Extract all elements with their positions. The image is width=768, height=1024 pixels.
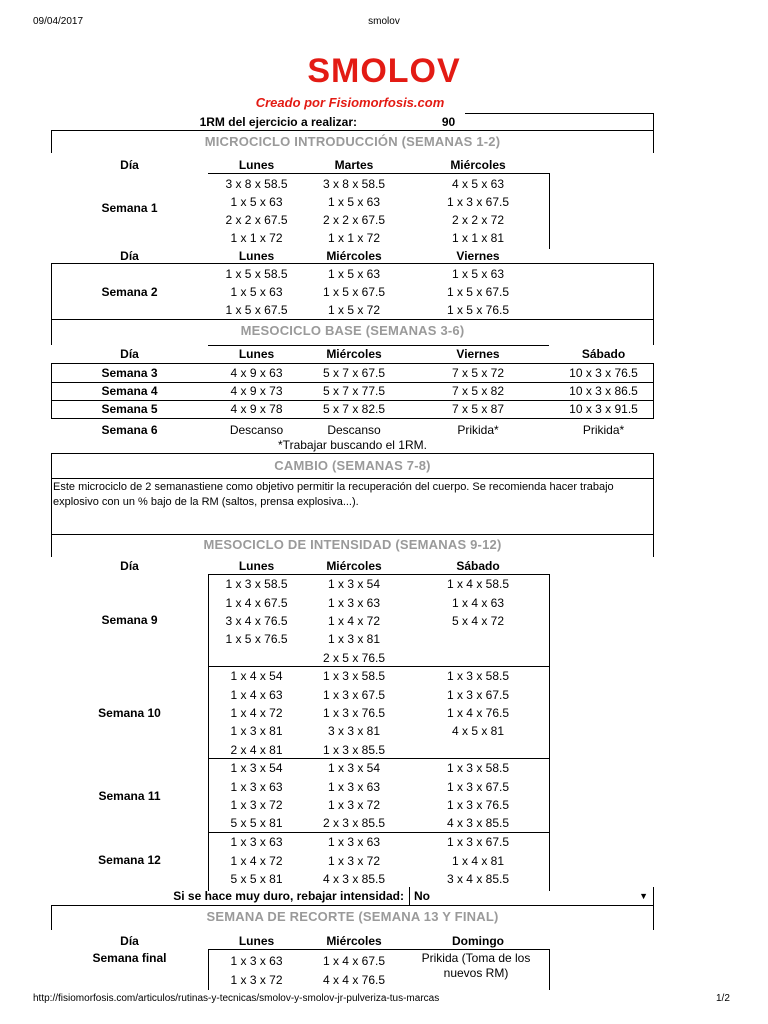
week-label: Semana 6 xyxy=(101,422,158,437)
hard-select[interactable]: No ▼ xyxy=(414,889,648,903)
table-cell: 1 x 3 x 58.5 xyxy=(446,669,510,684)
sunday-cell: Prikida (Toma de los nuevos RM) xyxy=(421,951,531,980)
table-row xyxy=(51,364,654,382)
table-cell: 1 x 4 x 67.5 xyxy=(225,595,288,610)
table-cell: 1 x 3 x 58.5 xyxy=(225,577,288,592)
table-row xyxy=(51,722,654,740)
table-cell: 1 x 3 x 81 xyxy=(230,724,283,739)
table-cell: 2 x 5 x 76.5 xyxy=(322,650,386,665)
week-label: Semana 11 xyxy=(98,789,161,803)
table-row xyxy=(51,283,654,301)
table-cell: 10 x 3 x 86.5 xyxy=(569,384,638,398)
table-cell: 1 x 1 x 72 xyxy=(230,231,283,245)
table-cell: 1 x 5 x 67.5 xyxy=(322,285,386,299)
week-label: Semana 4 xyxy=(101,384,158,398)
week-label: Semana 5 xyxy=(101,402,158,416)
table-cell: 1 x 3 x 63 xyxy=(230,835,283,850)
table-cell: 1 x 3 x 54 xyxy=(327,761,381,776)
table-cell: 1 x 5 x 72 xyxy=(327,303,381,317)
table-cell: 5 x 5 x 81 xyxy=(230,816,283,831)
table-cell: 4 x 3 x 85.5 xyxy=(446,816,510,831)
table-cell: 2 x 2 x 67.5 xyxy=(225,213,288,227)
table-row xyxy=(51,649,654,667)
table-cell: Prikida* xyxy=(582,422,625,437)
table-cell: 1 x 5 x 67.5 xyxy=(446,285,510,299)
table-row xyxy=(51,229,654,247)
rm-label: 1RM del ejercicio a realizar: xyxy=(199,114,357,129)
table-cell: 1 x 4 x 72 xyxy=(230,705,283,720)
table-row xyxy=(51,814,654,832)
table-row xyxy=(51,667,654,685)
intensidad-header-row: Día Lunes Miércoles Sábado xyxy=(120,559,500,573)
micro-header-row-2: Día Lunes Miércoles Viernes xyxy=(120,249,500,263)
table-cell: 1 x 5 x 63 xyxy=(327,195,381,209)
table-cell: Prikida* xyxy=(457,422,499,437)
table-cell: 3 x 4 x 85.5 xyxy=(446,871,510,886)
table-cell: 4 x 4 x 76.5 xyxy=(322,972,386,987)
page-subtitle: Creado por Fisiomorfosis.com xyxy=(255,95,445,110)
table-cell: 5 x 5 x 81 xyxy=(230,871,283,886)
week-label: Semana 3 xyxy=(101,366,158,380)
table-cell: 4 x 9 x 78 xyxy=(230,402,283,416)
intensidad-hard-row xyxy=(51,887,654,905)
table-row xyxy=(51,593,654,611)
table-cell: 7 x 5 x 87 xyxy=(451,402,505,416)
table-cell: 4 x 5 x 63 xyxy=(451,177,505,191)
table-cell: 3 x 8 x 58.5 xyxy=(322,177,386,191)
table-cell: 1 x 3 x 67.5 xyxy=(446,687,510,702)
table-cell: 1 x 3 x 67.5 xyxy=(446,779,510,794)
table-cell: 1 x 5 x 63 xyxy=(451,267,505,281)
table-row xyxy=(51,685,654,703)
table-row xyxy=(51,870,654,888)
table-cell: 1 x 1 x 81 xyxy=(451,231,505,245)
print-url: http://fisiomorfosis.com/articulos/rutinas-y-tecnicas/smolov-y-smolov-jr-pulveriza-tus-marcas xyxy=(33,993,440,1004)
base-section-title: MESOCICLO BASE (SEMANAS 3-6) xyxy=(240,323,465,338)
table-cell: 4 x 5 x 81 xyxy=(451,724,505,739)
table-cell: 3 x 8 x 58.5 xyxy=(225,177,288,191)
table-cell: 1 x 5 x 76.5 xyxy=(446,303,510,317)
print-page-number: 1/2 xyxy=(716,993,730,1004)
table-cell: 10 x 3 x 76.5 xyxy=(569,366,638,380)
table-cell: 1 x 5 x 76.5 xyxy=(225,632,288,647)
table-cell: 1 x 3 x 58.5 xyxy=(446,761,510,776)
table-cell: 1 x 3 x 63 xyxy=(327,779,381,794)
table-row xyxy=(51,612,654,630)
smolov-sheet xyxy=(51,113,654,990)
table-cell: Descanso xyxy=(229,422,284,437)
recorte-section-title: SEMANA DE RECORTE (SEMANA 13 Y FINAL) xyxy=(206,909,499,924)
table-cell: 1 x 4 x 63 xyxy=(230,687,283,702)
table-cell: 4 x 3 x 85.5 xyxy=(322,871,386,886)
table-row xyxy=(51,759,654,777)
table-row xyxy=(51,704,654,722)
cambio-section-title: CAMBIO (SEMANAS 7-8) xyxy=(274,458,431,473)
table-cell: 1 x 4 x 76.5 xyxy=(446,705,510,720)
table-row xyxy=(51,211,654,229)
cambio-text: Este microciclo de 2 semanastiene como objetivo permitir la recuperación del cuerpo. Se recomienda hacer trabajo explosivo con un % bajo de la RM (saltos, prensa explosiva...). xyxy=(53,481,614,508)
table-row xyxy=(51,301,654,319)
table-cell: 1 x 3 x 67.5 xyxy=(322,687,386,702)
table-cell: 1 x 3 x 72 xyxy=(327,797,381,812)
week-label: Semana 2 xyxy=(101,285,158,299)
table-cell: 1 x 3 x 63 xyxy=(327,595,381,610)
table-cell: 7 x 5 x 82 xyxy=(451,384,505,398)
table-cell: 1 x 3 x 76.5 xyxy=(322,705,386,720)
table-cell: 1 x 3 x 72 xyxy=(230,972,283,987)
table-cell: 1 x 1 x 72 xyxy=(327,231,381,245)
table-cell: 1 x 3 x 72 xyxy=(327,853,381,868)
rm-row xyxy=(51,113,654,130)
table-cell: 1 x 4 x 63 xyxy=(451,595,505,610)
table-row xyxy=(51,833,654,851)
micro-section-title: MICROCICLO INTRODUCCIÓN (SEMANAS 1-2) xyxy=(204,134,501,149)
table-cell: 1 x 3 x 81 xyxy=(327,632,381,647)
table-cell: 1 x 3 x 72 xyxy=(230,797,283,812)
table-cell: 1 x 4 x 58.5 xyxy=(446,577,510,592)
intensidad-section-title: MESOCICLO DE INTENSIDAD (SEMANAS 9-12) xyxy=(203,537,502,552)
table-cell: 5 x 7 x 77.5 xyxy=(322,384,386,398)
table-cell: 1 x 5 x 63 xyxy=(327,267,381,281)
table-cell: 5 x 4 x 72 xyxy=(451,613,505,628)
table-cell: 1 x 3 x 67.5 xyxy=(446,195,510,209)
table-cell: 1 x 3 x 63 xyxy=(230,779,283,794)
table-cell: 1 x 3 x 63 xyxy=(327,835,381,850)
table-cell: 1 x 5 x 63 xyxy=(230,285,283,299)
table-cell: 1 x 5 x 63 xyxy=(230,195,283,209)
table-row xyxy=(51,796,654,814)
hard-label: Si se hace muy duro, rebajar intensidad: xyxy=(173,889,404,903)
rm-value-cell[interactable]: 90 xyxy=(441,114,456,129)
table-cell: 1 x 3 x 54 xyxy=(230,761,283,776)
page-title: SMOLOV xyxy=(307,52,461,90)
table-row xyxy=(51,970,654,989)
table-row xyxy=(51,630,654,648)
table-cell: 1 x 4 x 81 xyxy=(451,853,505,868)
table-cell: 1 x 5 x 67.5 xyxy=(225,303,288,317)
table-cell: 1 x 4 x 67.5 xyxy=(322,953,386,968)
table-cell: 1 x 4 x 54 xyxy=(230,669,283,684)
table-cell: 7 x 5 x 72 xyxy=(451,366,505,380)
table-row xyxy=(51,777,654,795)
table-cell: 3 x 4 x 76.5 xyxy=(225,613,288,628)
table-cell: 5 x 7 x 67.5 xyxy=(322,366,386,380)
table-cell: 1 x 5 x 58.5 xyxy=(225,267,288,281)
table-cell: 1 x 3 x 58.5 xyxy=(322,669,386,684)
table-row xyxy=(51,193,654,211)
table-row xyxy=(51,175,654,193)
table-cell: 1 x 3 x 76.5 xyxy=(446,797,510,812)
week-label: Semana 1 xyxy=(101,201,158,215)
chevron-down-icon[interactable]: ▼ xyxy=(639,891,648,901)
table-row xyxy=(51,265,654,283)
table-cell: 3 x 3 x 81 xyxy=(327,724,381,739)
print-date: 09/04/2017 xyxy=(33,16,84,27)
recorte-header-row: Día Lunes Miércoles Domingo xyxy=(120,934,504,948)
table-cell: 1 x 4 x 72 xyxy=(230,853,283,868)
base-header-row: Día Lunes Miércoles Viernes Sábado xyxy=(120,347,626,361)
week-label: Semana 10 xyxy=(98,706,161,720)
table-cell: 1 x 3 x 63 xyxy=(230,953,283,968)
table-cell: 2 x 2 x 67.5 xyxy=(322,213,386,227)
base-note: *Trabajar buscando el 1RM. xyxy=(278,437,427,452)
table-row xyxy=(51,741,654,759)
micro-header-row: Día Lunes Martes Miércoles xyxy=(120,158,506,172)
table-cell: 1 x 4 x 72 xyxy=(327,613,381,628)
week-label: Semana 12 xyxy=(98,853,161,867)
table-cell: 5 x 7 x 82.5 xyxy=(322,402,386,416)
table-cell: 1 x 3 x 85.5 xyxy=(322,742,386,757)
table-cell: 4 x 9 x 73 xyxy=(230,384,283,398)
table-row xyxy=(51,575,654,593)
table-cell: Descanso xyxy=(327,422,381,437)
table-cell: 10 x 3 x 91.5 xyxy=(569,402,638,416)
table-cell: 4 x 9 x 63 xyxy=(230,366,283,380)
table-cell: 1 x 3 x 54 xyxy=(327,577,381,592)
print-title: smolov xyxy=(368,16,400,27)
week-label: Semana 9 xyxy=(101,613,158,627)
table-cell: 2 x 2 x 72 xyxy=(451,213,505,227)
table-cell: 1 x 3 x 67.5 xyxy=(446,835,510,850)
table-row xyxy=(51,851,654,869)
table-row xyxy=(51,951,654,970)
week-label: Semana final xyxy=(92,951,167,965)
table-row xyxy=(51,382,654,400)
table-row xyxy=(51,400,654,418)
table-cell: 2 x 3 x 85.5 xyxy=(322,816,386,831)
table-cell: 2 x 4 x 81 xyxy=(230,742,283,757)
